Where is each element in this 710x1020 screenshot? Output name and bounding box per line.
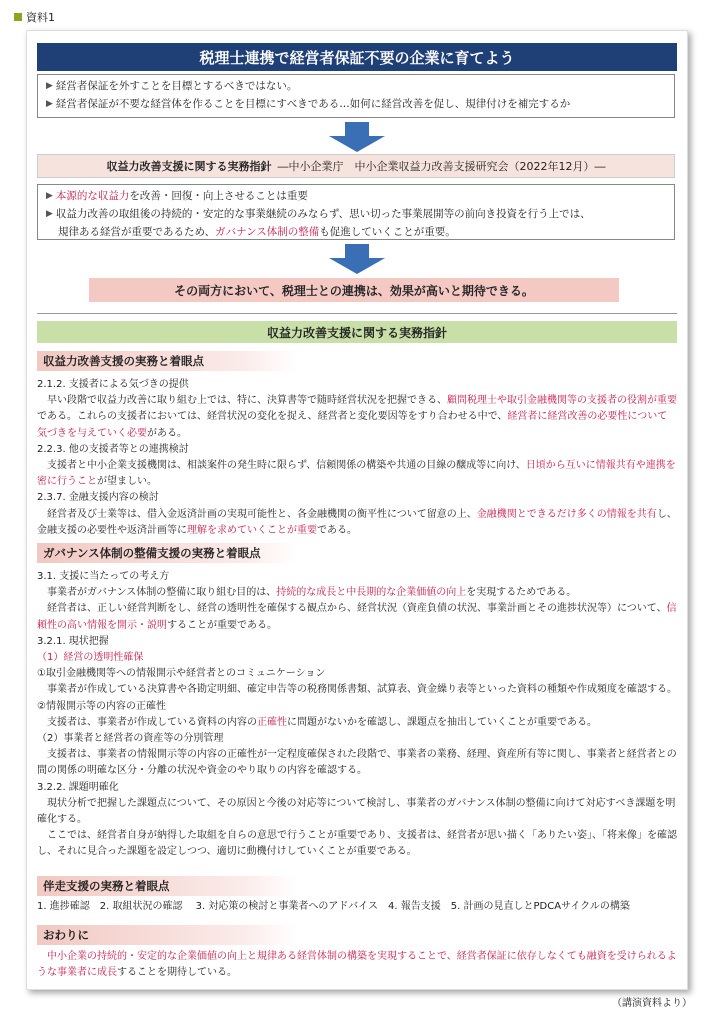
section-body-profit: 2.1.2. 支援者による気づきの提供 早い段階で収益力改善に取り組む上では、特に、決算書等で随時経営状況を把握できる、顧問税理士や取引金融機関等の支援者の役割が重要である。これらの支援者においては、経営状況の変化を捉え、経営者と変化要因等をすり合わせる中で、経営者に経営改善の必要性について気づきを与えていく必要がある。 2.2.3. 他の支援者等との連携検討 支援者と中小企業支援機関は、相談案件の発生時に限らず、信頼関係の構築や共通の目線の醸成等に向け、日頃から互いに情報共有や連携を密に行うことが望ましい。 2.3.7. 金融支援内容の検討 経営者及び士業等は、借入金返済計画の実現可能性と、各金融機関の衡平性について留意の上、金融機関とできるだけ多くの情報を共有し、金融支援の必要性や返済計画等に理解を求めていくことが重要である。 bbox=[37, 379, 677, 536]
section-heading-governance: ガバナンス体制の整備支援の実務と着眼点 bbox=[37, 543, 297, 563]
section-main-title: 収益力改善支援に関する実務指針 bbox=[37, 321, 677, 343]
square-bullet-icon bbox=[14, 13, 22, 21]
section-heading-closing: おわりに bbox=[37, 925, 297, 945]
support-steps: 1. 進捗確認 2. 取組状況の確認 3. 対応策の検討と事業者へのアドバイス 4. 報告支援 5. 計画の見直しとPDCAサイクルの構築 bbox=[37, 901, 630, 912]
guideline-box bbox=[37, 184, 675, 240]
section-heading-profit: 収益力改善支援の実務と着眼点 bbox=[37, 351, 297, 371]
premise-item: ▶ 経営者保証を外すことを目標とするべきではない。 bbox=[46, 77, 666, 95]
divider bbox=[37, 313, 677, 314]
footnote: （講演資料より） bbox=[612, 998, 692, 1009]
guideline-item: ▶ 本源的な収益力を改善・回復・向上させることは重要 bbox=[46, 187, 666, 205]
section-heading-support: 伴走支援の実務と着眼点 bbox=[37, 876, 297, 896]
down-arrow-icon bbox=[329, 122, 385, 152]
premise-item: ▶ 経営者保証が不要な経営体を作ることを目標にすべきである…如何に経営改善を促し、規律付けを補完するか bbox=[46, 95, 666, 113]
section-body-governance: 3.1. 支援に当たっての考え方 事業者がガバナンス体制の整備に取り組む目的は、持続的な成長と中長期的な企業価値の向上を実現するためである。 経営者は、正しい経営判断をし、経営の透明性を確保する観点から、経営状況（資産負債の状況、事業計画とその進捗状況等）について、信頼性の高い情報を開示・説明することが重要である。 3.2.1. 現状把握 （1）経営の透明性確保 ①取引金融機関等への情報開示や経営者とのコミュニケーション 事業者が作成している決算書や各勘定明細、確定申告等の税務関係書類、試算表、資金繰り表等といった資料の種類や作成頻度を確認する。 ②情報開示等の内容の正確性 支援者は、事業者が作成している資料の内容の正確性に問題がないかを確認し、課題点を抽出していくことが重要である。 （2）事業者と経営者の資産等の分別管理 支援者は、事業者の情報開示等の内容の正確性が一定程度確保された段階で、事業者の業務、経理、資産所有等に関し、事業者と経営者との間の関係の明確な区分・分離の状況や資金のやり取りの内容を確認する。 3.2.2. 課題明確化 現状分析で把握した課題点について、その原因と今後の対応等について検討し、事業者のガバナンス体制の整備に向けて対応すべき課題を明確化する。 ここでは、経営者自身が納得した取組を自らの意思で行うことが重要であり、支援者は、経営者が思い描く「ありたい姿」、「将来像」を確認し、それに見合った課題を設定しつつ、適切に動機付けしていくことが重要である。 bbox=[37, 571, 677, 858]
document-tag bbox=[14, 9, 55, 25]
conclusion-banner: その両方において、税理士との連携は、効果が高いと期待できる。 bbox=[89, 278, 619, 302]
triangle-bullet-icon: ▶ bbox=[46, 191, 53, 201]
guideline-item: ▶ 収益力改善の取組後の持続的・安定的な事業継続のみならず、思い切った事業展開等の前向き投資を行う上では、 bbox=[46, 205, 666, 223]
tag-label: 資料1 bbox=[26, 11, 55, 24]
main-title: 税理士連携で経営者保証不要の企業に育てよう bbox=[37, 43, 677, 71]
premise-box bbox=[37, 74, 675, 118]
triangle-bullet-icon: ▶ bbox=[46, 99, 53, 109]
guideline-title: 収益力改善支援に関する実務指針 ―中小企業庁 中小企業収益力改善支援研究会（2022年12月）― bbox=[37, 154, 675, 178]
closing-body: 中小企業の持続的・安定的な企業価値の向上と規律ある経営体制の構築を実現することで、経営者保証に依存しなくても融資を受けられるような事業者に成長することを期待している。 bbox=[37, 951, 677, 979]
guideline-item-cont: 規律ある経営が重要であるため、ガバナンス体制の整備も促進していくことが重要。 bbox=[58, 226, 456, 238]
triangle-bullet-icon: ▶ bbox=[46, 81, 53, 91]
triangle-bullet-icon: ▶ bbox=[46, 209, 53, 219]
down-arrow-icon bbox=[329, 244, 385, 274]
document-card bbox=[26, 30, 688, 990]
